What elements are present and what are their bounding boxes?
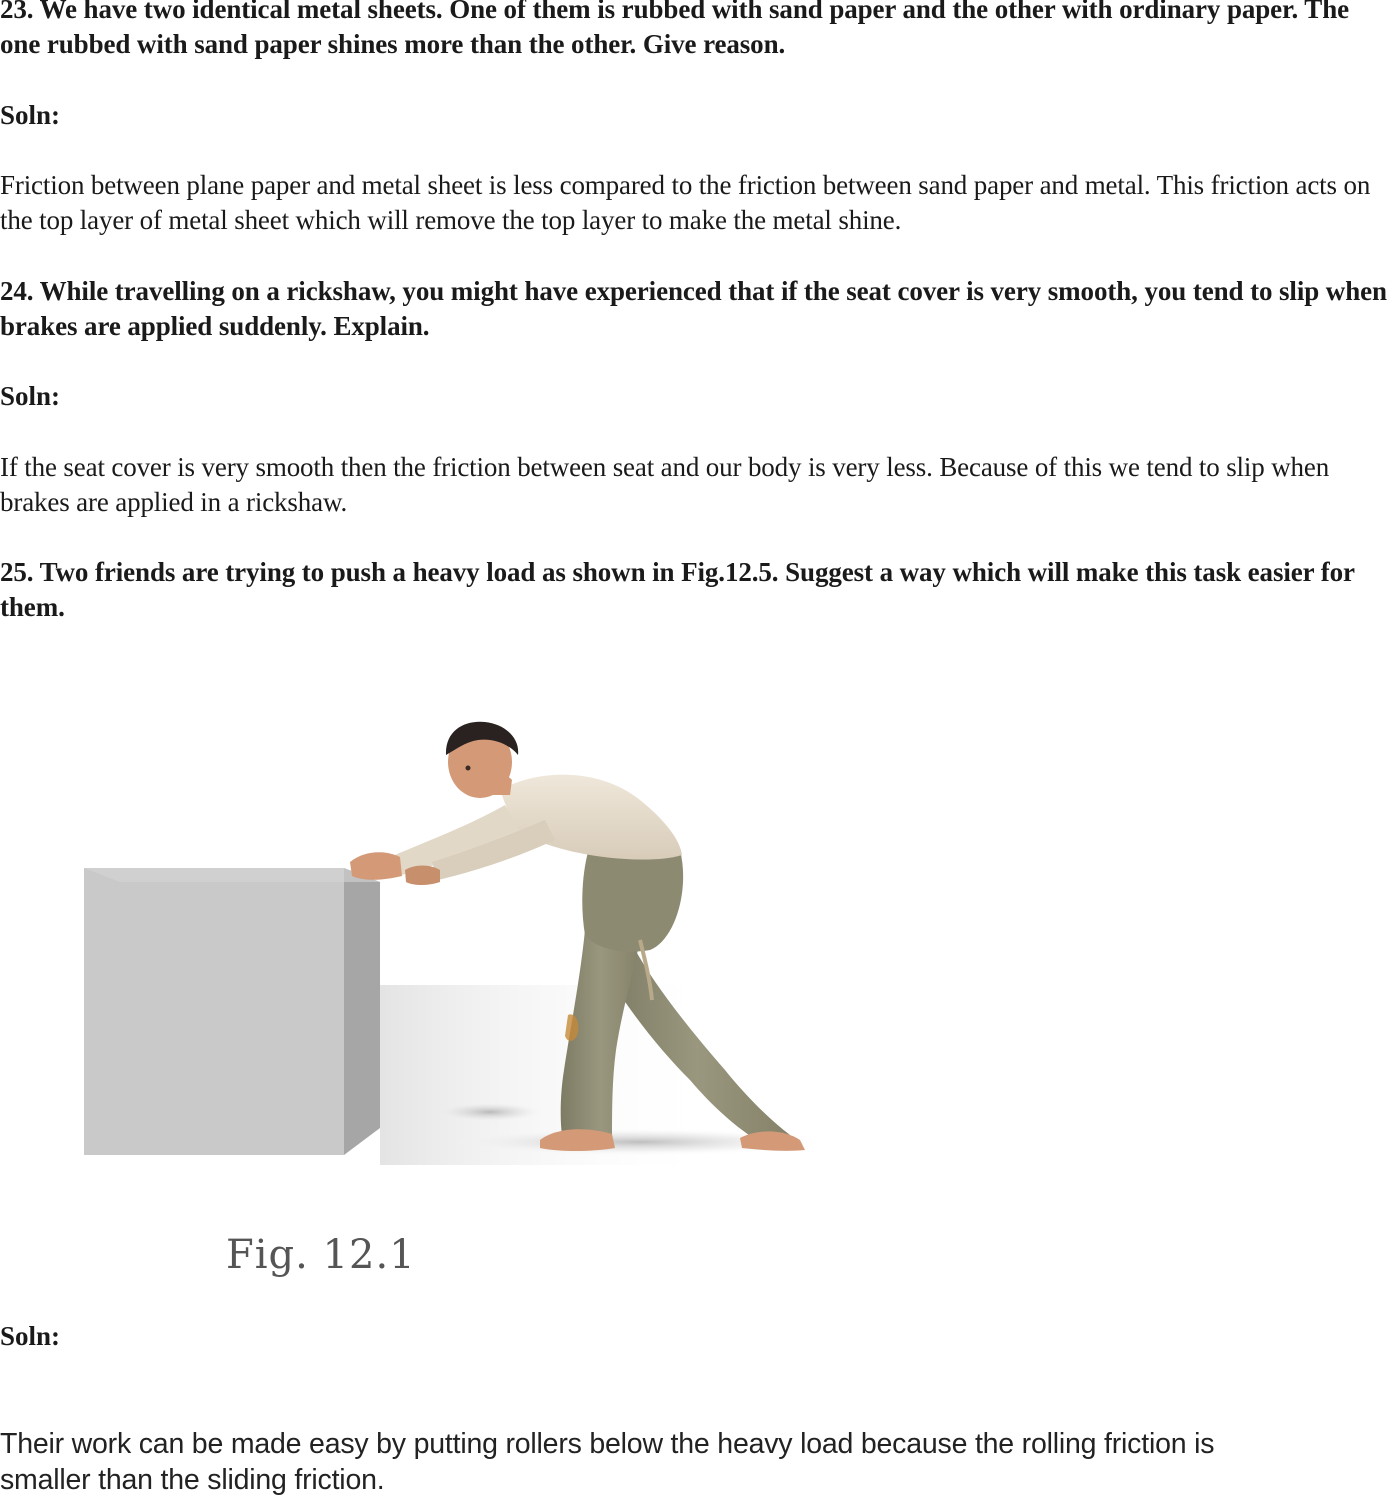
answer-25: Their work can be made easy by putting rollers below the heavy load because the rolling friction is smaller than the sliding friction. (0, 1428, 1215, 1496)
figure-boy-pushing-box (0, 650, 900, 1300)
answer-24: If the seat cover is very smooth then the friction between seat and our body is very less. Because of this we tend to slip when brakes are applied in a rickshaw. (0, 452, 1330, 517)
question-25: 25. Two friends are trying to push a heavy load as shown in Fig.12.5. Suggest a way which will make this task easier for them. (0, 557, 1355, 622)
answer-23: Friction between plane paper and metal sheet is less compared to the friction between sand paper and metal. This friction acts on the top layer of metal sheet which will remove the top layer to make the metal shine. (0, 170, 1371, 235)
question-24: 24. While travelling on a rickshaw, you might have experienced that if the seat cover is very smooth, you tend to slip when brakes are applied suddenly. Explain. (0, 276, 1387, 341)
figure-illustration (0, 650, 900, 1300)
question-23: 23. We have two identical metal sheets. One of them is rubbed with sand paper and the other with ordinary paper. The one rubbed with sand paper shines more than the other. Give reason. (0, 0, 1349, 59)
foot-shadow (435, 1102, 545, 1122)
soln-label-25: Soln: (0, 1321, 61, 1351)
figure-caption: Fig. 12.1 (226, 1232, 416, 1278)
heavy-box (84, 868, 380, 1155)
soln-label-23: Soln: (0, 100, 61, 130)
soln-label-24: Soln: (0, 381, 61, 411)
